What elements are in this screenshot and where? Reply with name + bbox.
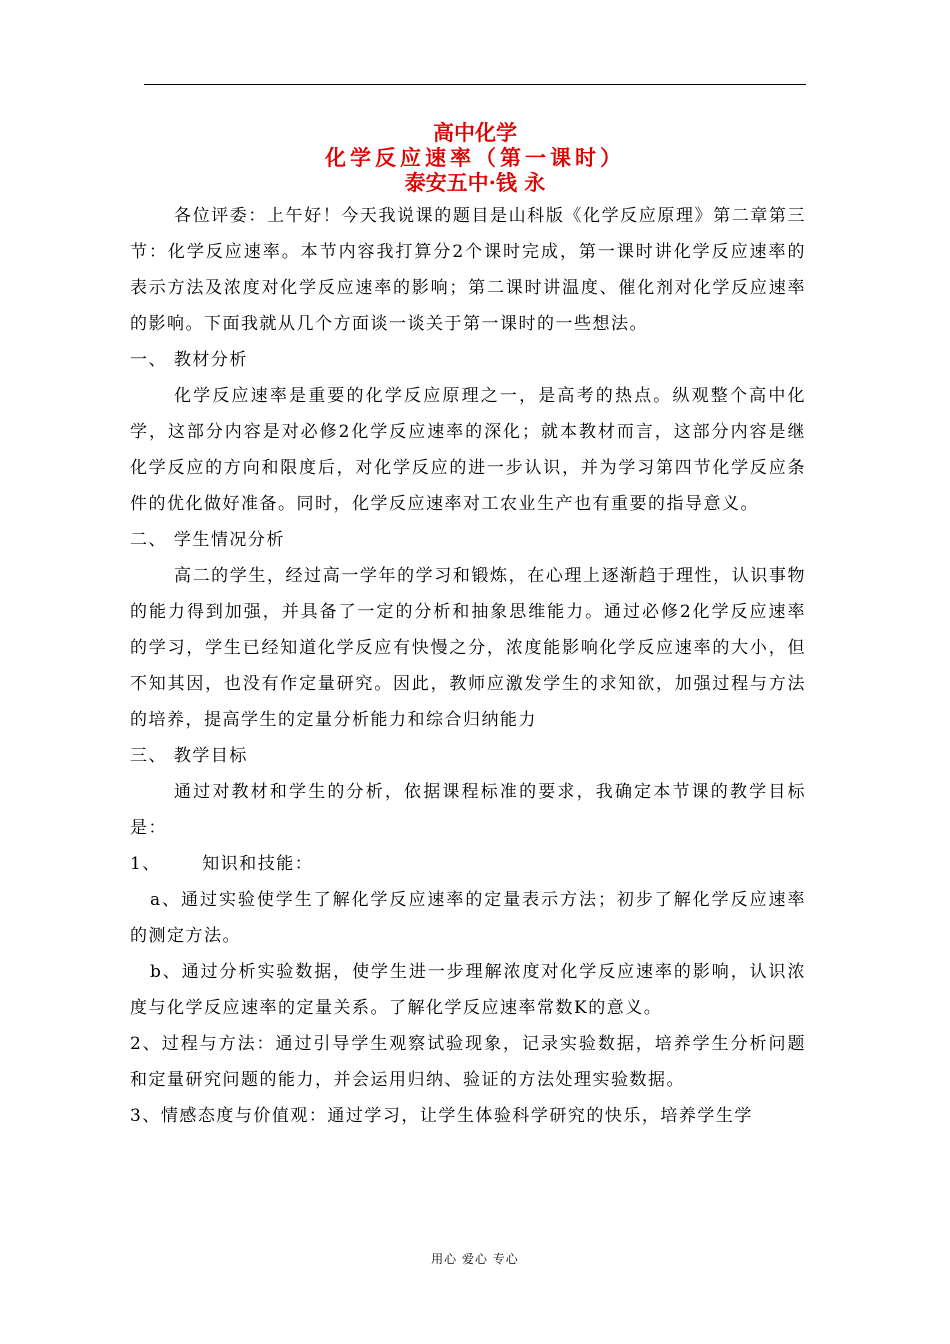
objective-item-2: 2、过程与方法：通过引导学生观察试验现象，记录实验数据，培养学生分析问题和定量研究问题的能力，并会运用归纳、验证的方法处理实验数据。: [130, 1034, 806, 1090]
section1-heading: 一、 教材分析: [130, 350, 248, 370]
doc-subtitle: 化学反应速率（第一课时）: [325, 145, 625, 170]
section1-paragraph: 化学反应速率是重要的化学反应原理之一，是高考的热点。纵观整个高中化学，这部分内容是对必修2化学反应速率的深化；就本教材而言，这部分内容是继化学反应的方向和限度后，对化学反应的进一步认识，并为学习第四节化学反应条件的优化做好准备。同时，化学反应速率对工农业生产也有重要的指导意义。: [130, 386, 806, 514]
header-rule: [144, 84, 806, 85]
objective-item-1a: a、通过实验使学生了解化学反应速率的定量表示方法；初步了解化学反应速率的测定方法。: [130, 890, 806, 946]
section3-heading: 三、 教学目标: [130, 746, 248, 766]
objective-item-3: 3、情感态度与价值观：通过学习，让学生体验科学研究的快乐，培养学生学: [130, 1106, 753, 1126]
objective-item-1: 1、 知识和技能：: [130, 854, 314, 874]
page-footer: 用心 爱心 专心: [431, 1252, 519, 1266]
objective-item-1b: b、通过分析实验数据，使学生进一步理解浓度对化学反应速率的影响，认识浓度与化学反应速率的定量关系。了解化学反应速率常数K的意义。: [130, 962, 806, 1018]
title-block: [130, 120, 820, 195]
doc-author: 泰安五中·钱 永: [404, 170, 546, 195]
section3-paragraph: 通过对教材和学生的分析，依据课程标准的要求，我确定本节课的教学目标是：: [130, 782, 806, 838]
section2-paragraph: 高二的学生，经过高一学年的学习和锻炼，在心理上逐渐趋于理性，认识事物的能力得到加强，并具备了一定的分析和抽象思维能力。通过必修2化学反应速率的学习，学生已经知道化学反应有快慢之分，浓度能影响化学反应速率的大小，但不知其因，也没有作定量研究。因此，教师应激发学生的求知欲，加强过程与方法的培养，提高学生的定量分析能力和综合归纳能力: [130, 566, 806, 730]
doc-title: 高中化学: [433, 120, 517, 145]
document-body: [130, 198, 806, 1134]
section2-heading: 二、 学生情况分析: [130, 530, 285, 550]
intro-paragraph: 各位评委：上午好！今天我说课的题目是山科版《化学反应原理》第二章第三节：化学反应速率。本节内容我打算分2个课时完成，第一课时讲化学反应速率的表示方法及浓度对化学反应速率的影响；第二课时讲温度、催化剂对化学反应速率的影响。下面我就从几个方面谈一谈关于第一课时的一些想法。: [130, 206, 806, 334]
